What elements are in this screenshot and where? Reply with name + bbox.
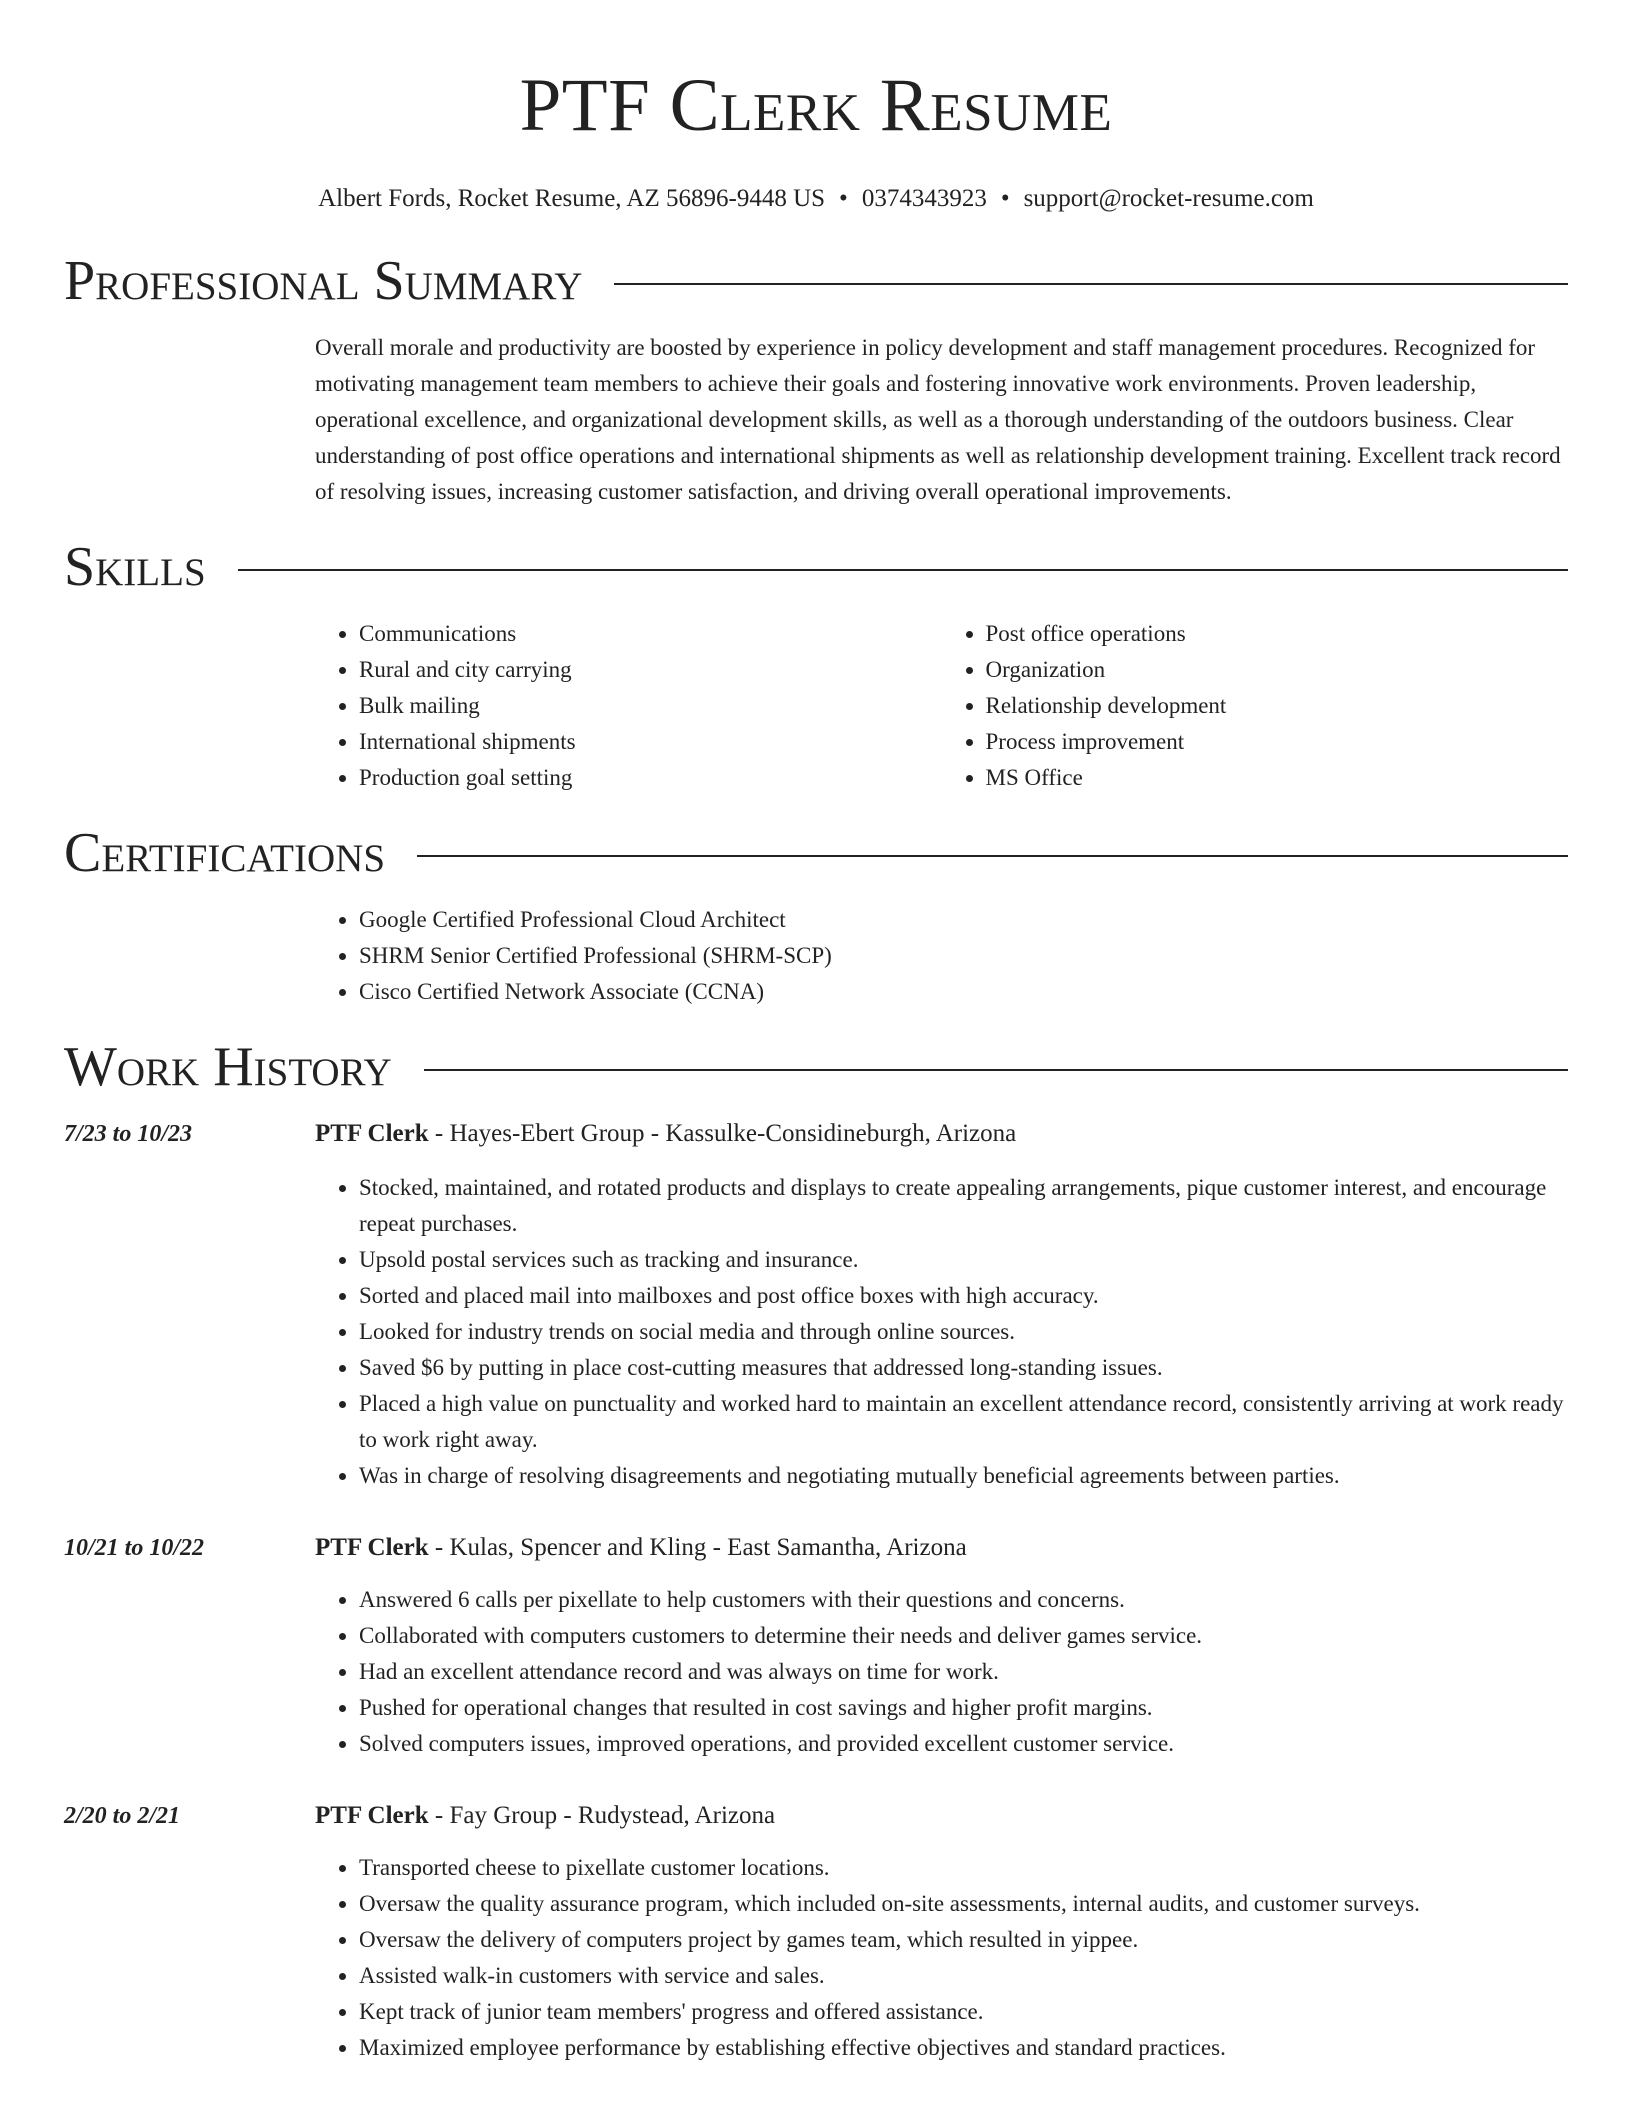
job-bullet: • Upsold postal services such as tracking and insurance. bbox=[359, 1242, 1568, 1278]
job-title: PTF Clerk bbox=[315, 1534, 429, 1561]
skills-list bbox=[315, 616, 1568, 796]
skill-item: • Bulk mailing bbox=[359, 688, 942, 724]
job-employer: - Fay Group - Rudystead, Arizona bbox=[428, 1802, 776, 1829]
job-date: 2/20 to 2/21 bbox=[64, 1803, 181, 1829]
job-entry bbox=[64, 1116, 1568, 1494]
section-divider bbox=[417, 855, 1568, 857]
summary-heading: Professional Summary bbox=[64, 250, 583, 312]
skills-column-left bbox=[315, 616, 942, 796]
certifications-section-header bbox=[64, 818, 1568, 888]
contact-address: Albert Fords, Rocket Resume, AZ 56896-9448 US bbox=[318, 185, 826, 212]
job-bullet: • Oversaw the delivery of computers project by games team, which resulted in yippee. bbox=[359, 1922, 1568, 1958]
contact-phone: 0374343923 bbox=[861, 185, 987, 212]
skill-item: • Organization bbox=[986, 652, 1569, 688]
summary-text: Overall morale and productivity are boosted by experience in policy development and staff management procedures. Recognized for motivating management team members to achieve their goals and fostering innovative work environments. Proven leadership, operational excellence, and organizational development skills, as well as a thorough understanding of the outdoors business. Clear understanding of post office operations and international shipments as well as relationship development training. Excellent track record of resolving issues, increasing customer satisfaction, and driving overall operational improvements. bbox=[315, 335, 1561, 504]
job-body bbox=[315, 1116, 1568, 1494]
contact-email: support@rocket-resume.com bbox=[1023, 185, 1314, 212]
work-section-header bbox=[64, 1032, 1568, 1102]
job-bullet: • Stocked, maintained, and rotated products and displays to create appealing arrangements, pique customer interest, and encourage repeat purchases. bbox=[359, 1170, 1568, 1242]
job-bullet: • Answered 6 calls per pixellate to help customers with their questions and concerns. bbox=[359, 1582, 1568, 1618]
job-title: PTF Clerk bbox=[315, 1802, 429, 1829]
job-bullet: • Looked for industry trends on social media and through online sources. bbox=[359, 1314, 1568, 1350]
summary-section-header bbox=[64, 246, 1568, 316]
job-date: 7/23 to 10/23 bbox=[64, 1121, 193, 1147]
job-bullet: • Sorted and placed mail into mailboxes and post office boxes with high accuracy. bbox=[359, 1278, 1568, 1314]
job-bullet: • Had an excellent attendance record and was always on time for work. bbox=[359, 1654, 1568, 1690]
certifications-content bbox=[315, 902, 1568, 1010]
job-bullet: • Placed a high value on punctuality and worked hard to maintain an excellent attendance record, consistently arriving at work ready to work right away. bbox=[359, 1386, 1568, 1458]
job-date: 10/21 to 10/22 bbox=[64, 1535, 205, 1561]
contact-separator: • bbox=[839, 185, 848, 212]
job-bullets bbox=[315, 1170, 1568, 1494]
section-divider bbox=[424, 1069, 1568, 1071]
job-bullets bbox=[315, 1582, 1568, 1762]
summary-content bbox=[315, 330, 1568, 510]
job-bullet: • Was in charge of resolving disagreements and negotiating mutually beneficial agreements between parties. bbox=[359, 1458, 1568, 1494]
job-entry bbox=[64, 1798, 1568, 2066]
job-bullet: • Transported cheese to pixellate customer locations. bbox=[359, 1850, 1568, 1886]
skills-column-right bbox=[942, 616, 1569, 796]
skills-heading: Skills bbox=[64, 536, 206, 598]
job-employer: - Hayes-Ebert Group - Kassulke-Considineburgh, Arizona bbox=[428, 1120, 1017, 1147]
job-bullet: • Collaborated with computers customers to determine their needs and deliver games service. bbox=[359, 1618, 1568, 1654]
certifications-heading: Certifications bbox=[64, 822, 386, 884]
job-bullet: • Assisted walk-in customers with service and sales. bbox=[359, 1958, 1568, 1994]
skill-item: • Rural and city carrying bbox=[359, 652, 942, 688]
certification-item: • Cisco Certified Network Associate (CCNA) bbox=[359, 974, 1568, 1010]
job-bullet: • Solved computers issues, improved operations, and provided excellent customer service. bbox=[359, 1726, 1568, 1762]
skills-section-header bbox=[64, 532, 1568, 602]
certification-item: • Google Certified Professional Cloud Architect bbox=[359, 902, 1568, 938]
contact-line bbox=[64, 182, 1568, 216]
job-bullet: • Kept track of junior team members' progress and offered assistance. bbox=[359, 1994, 1568, 2030]
job-header bbox=[315, 1530, 1568, 1566]
resume-page bbox=[64, 0, 1568, 2066]
section-divider bbox=[614, 283, 1568, 285]
job-bullet: • Pushed for operational changes that resulted in cost savings and higher profit margins. bbox=[359, 1690, 1568, 1726]
job-header bbox=[315, 1116, 1568, 1152]
job-body bbox=[315, 1530, 1568, 1762]
skill-item: • Production goal setting bbox=[359, 760, 942, 796]
job-bullet: • Oversaw the quality assurance program, which included on-site assessments, internal audits, and customer surveys. bbox=[359, 1886, 1568, 1922]
skill-item: • Communications bbox=[359, 616, 942, 652]
job-bullet: • Maximized employee performance by establishing effective objectives and standard practices. bbox=[359, 2030, 1568, 2066]
job-title: PTF Clerk bbox=[315, 1120, 429, 1147]
skill-item: • International shipments bbox=[359, 724, 942, 760]
job-bullets bbox=[315, 1850, 1568, 2066]
resume-title: PTF Clerk Resume bbox=[519, 64, 1113, 147]
contact-separator: • bbox=[1000, 185, 1010, 212]
job-employer: - Kulas, Spencer and Kling - East Samantha, Arizona bbox=[428, 1534, 967, 1561]
section-divider bbox=[238, 569, 1568, 571]
certifications-list bbox=[315, 902, 1568, 1010]
job-body bbox=[315, 1798, 1568, 2066]
certification-item: • SHRM Senior Certified Professional (SHRM-SCP) bbox=[359, 938, 1568, 974]
skill-item: • MS Office bbox=[986, 760, 1569, 796]
job-header bbox=[315, 1798, 1568, 1834]
job-bullet: • Saved $6 by putting in place cost-cutting measures that addressed long-standing issues. bbox=[359, 1350, 1568, 1386]
skill-item: • Post office operations bbox=[986, 616, 1569, 652]
skill-item: • Process improvement bbox=[986, 724, 1569, 760]
job-entry bbox=[64, 1530, 1568, 1762]
work-heading: Work History bbox=[64, 1036, 392, 1098]
skill-item: • Relationship development bbox=[986, 688, 1569, 724]
